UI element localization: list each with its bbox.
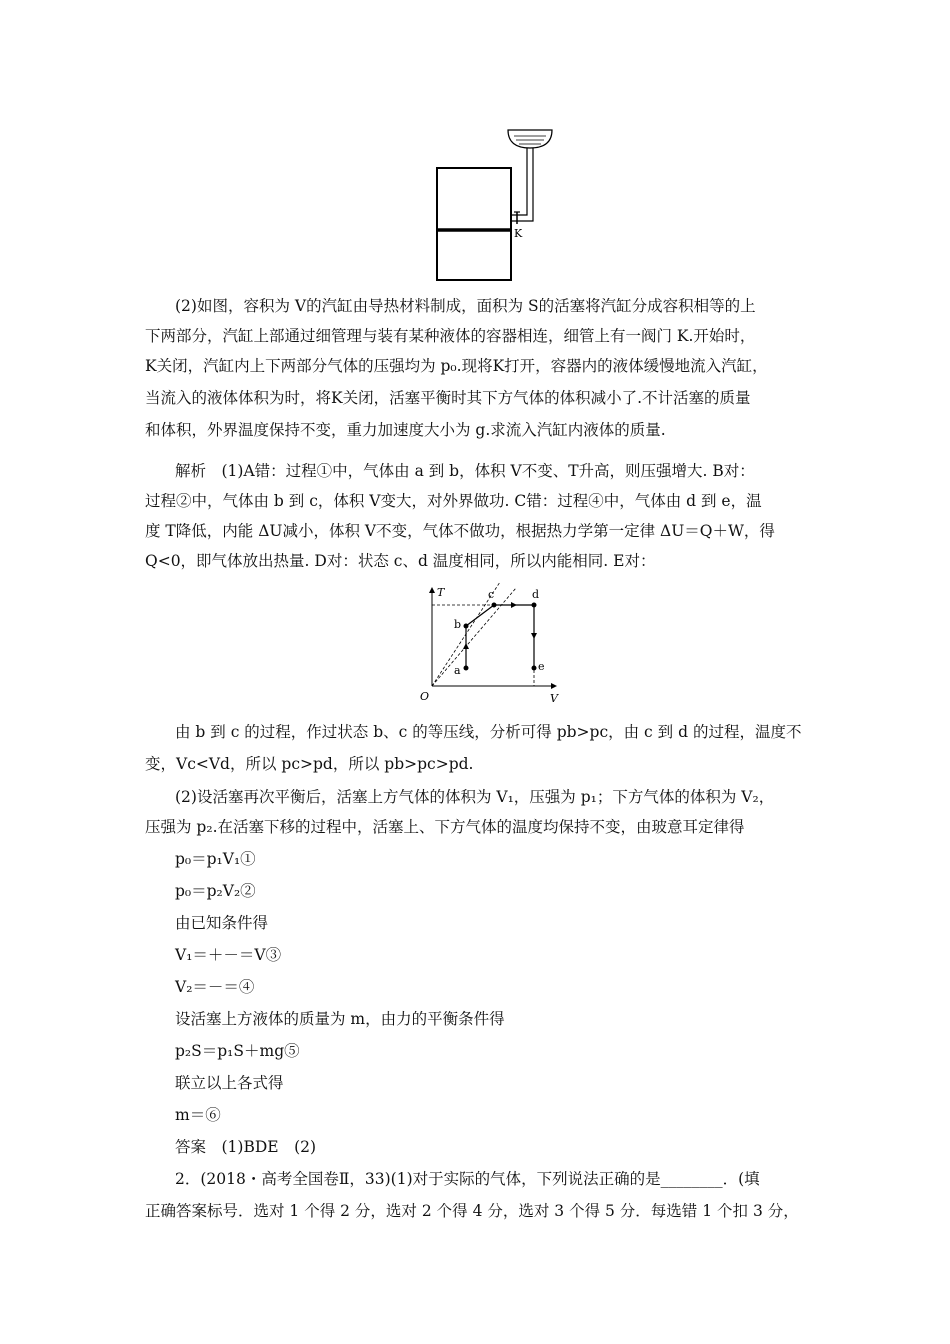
process-b-c — [466, 605, 494, 626]
point-e-label: e — [538, 660, 545, 673]
problem-line-3: K关闭，汽缸内上下两部分气体的压强均为 p₀.现将K打开，容器内的液体缓慢地流入汽缸， — [145, 357, 768, 375]
cylinder-figure — [430, 120, 560, 285]
liquid-surface — [514, 136, 546, 144]
point-d — [532, 603, 537, 608]
solution-text-mass: 设活塞上方液体的质量为 m，由力的平衡条件得 — [175, 1010, 505, 1028]
after-figure-line-1: 由 b 到 c 的过程，作过状态 b、c 的等压线，分析可得 pb>pc，由 c 到 d 的过程，温度不 — [175, 723, 802, 741]
next-question-line-2: 正确答案标号．选对 1 个得 2 分，选对 2 个得 4 分，选对 3 个得 5 分．每选错 1 个扣 3 分， — [145, 1202, 799, 1220]
isobar-line-2 — [432, 588, 516, 686]
solution-text-combine: 联立以上各式得 — [175, 1074, 284, 1092]
equation-4: V₂＝－＝④ — [175, 978, 255, 996]
solution-line-1: (2)设活塞再次平衡后，活塞上方气体的体积为 V₁，压强为 p₁；下方气体的体积为 V₂， — [175, 788, 775, 806]
equation-5: p₂S＝p₁S＋mg⑤ — [175, 1042, 300, 1060]
problem-line-1: (2)如图，容积为 V的汽缸由导热材料制成，面积为 S的活塞将汽缸分成容积相等的上 — [175, 297, 756, 315]
point-c — [492, 603, 497, 608]
equation-3: V₁＝＋－＝V③ — [175, 946, 282, 964]
point-b-label: b — [454, 618, 462, 631]
equation-1: p₀＝p₁V₁① — [175, 850, 256, 868]
point-a-label: a — [454, 664, 461, 677]
point-d-label: d — [532, 588, 540, 601]
analysis-line-4: Q<0，即气体放出热量. D对：状态 c、d 温度相同，所以内能相同. E对： — [145, 552, 656, 570]
answer-line: 答案 (1)BDE (2) — [175, 1138, 317, 1156]
equation-2: p₀＝p₂V₂② — [175, 882, 256, 900]
point-e — [532, 666, 537, 671]
problem-line-5: 和体积，外界温度保持不变，重力加速度大小为 g.求流入汽缸内液体的质量. — [145, 421, 666, 439]
point-c-label: c — [488, 588, 495, 601]
t-axis-label: T — [437, 586, 445, 599]
problem-line-2: 下两部分，汽缸上部通过细管理与装有某种液体的容器相连，细管上有一阀门 K.开始时， — [145, 327, 756, 345]
point-b — [464, 624, 469, 629]
equation-6: m＝⑥ — [175, 1106, 221, 1124]
cylinder-body — [437, 168, 511, 280]
after-figure-line-2: 变，Vc<Vd，所以 pc>pd，所以 pb>pc>pd. — [145, 755, 474, 773]
v-axis-label: V — [550, 692, 558, 705]
tv-graph — [410, 582, 570, 708]
point-a — [464, 666, 469, 671]
problem-line-4: 当流入的液体体积为时，将K关闭，活塞平衡时其下方气体的体积减小了.不计活塞的质量 — [145, 389, 751, 407]
analysis-line-1: 解析 (1)A错：过程①中，气体由 a 到 b，体积 V不变、T升高，则压强增大. B对： — [175, 462, 755, 480]
valve-label: K — [514, 227, 523, 240]
solution-line-2: 压强为 p₂.在活塞下移的过程中，活塞上、下方气体的温度均保持不变，由玻意耳定律得 — [145, 818, 745, 836]
analysis-line-3: 度 T降低，内能 ΔU减小，体积 V不变，气体不做功，根据热力学第一定律 ΔU＝Q＋W，得 — [145, 522, 775, 540]
liquid-container — [508, 130, 552, 148]
analysis-line-2: 过程②中，气体由 b 到 c，体积 V变大，对外界做功. C错：过程④中，气体由 d 到 e，温 — [145, 492, 762, 510]
origin-label: O — [420, 690, 430, 703]
thin-tube — [511, 148, 533, 221]
solution-text-known: 由已知条件得 — [175, 914, 269, 932]
next-question-line-1: 2．(2018・高考全国卷Ⅱ，33)(1)对于实际的气体，下列说法正确的是________．(填 — [175, 1170, 760, 1188]
